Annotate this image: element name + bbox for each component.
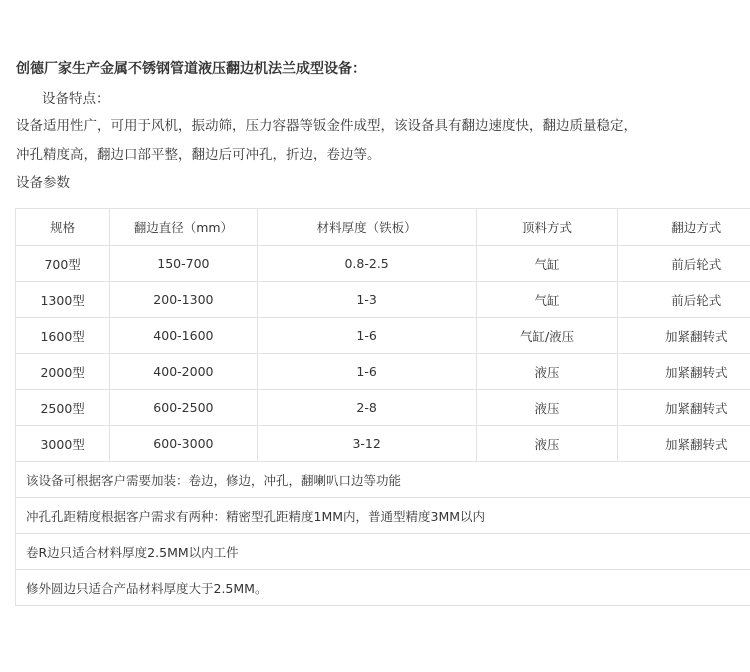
cell-diameter: 150-700	[110, 246, 257, 282]
cell-model: 3000型	[16, 426, 110, 462]
table-note-row	[16, 534, 750, 570]
note-punching-precision: 冲孔孔距精度根据客户需求有两种：精密型孔距精度1MM内，普通型精度3MM以内	[16, 498, 750, 534]
table-note-row	[16, 498, 750, 534]
cell-model: 1600型	[16, 318, 110, 354]
cell-ejection: 液压	[476, 390, 618, 426]
cell-flanging: 前后轮式	[618, 282, 750, 318]
table-row	[16, 282, 750, 318]
cell-flanging: 加紧翻转式	[618, 354, 750, 390]
cell-diameter: 600-2500	[110, 390, 257, 426]
cell-thickness: 1-3	[257, 282, 476, 318]
parameters-title: 设备参数	[16, 175, 70, 191]
cell-ejection: 液压	[476, 354, 618, 390]
cell-diameter: 600-3000	[110, 426, 257, 462]
cell-model: 2500型	[16, 390, 110, 426]
note-trimming-limit: 修外圆边只适合产品材料厚度大于2.5MM。	[16, 570, 750, 606]
page-heading: 创德厂家生产金属不锈钢管道液压翻边机法兰成型设备：	[16, 61, 366, 77]
cell-diameter: 400-1600	[110, 318, 257, 354]
cell-flanging: 加紧翻转式	[618, 390, 750, 426]
cell-thickness: 1-6	[257, 318, 476, 354]
cell-model: 2000型	[16, 354, 110, 390]
cell-thickness: 2-8	[257, 390, 476, 426]
table-row	[16, 318, 750, 354]
cell-diameter: 400-2000	[110, 354, 257, 390]
cell-model: 1300型	[16, 282, 110, 318]
note-optional-functions: 该设备可根据客户需要加装：卷边，修边，冲孔，翻喇叭口边等功能	[16, 462, 750, 498]
cell-ejection: 气缸	[476, 246, 618, 282]
spec-table	[15, 208, 750, 606]
header-material-thickness: 材料厚度（铁板）	[257, 209, 476, 246]
table-row	[16, 246, 750, 282]
cell-thickness: 3-12	[257, 426, 476, 462]
cell-flanging: 前后轮式	[618, 246, 750, 282]
cell-ejection: 气缸	[476, 282, 618, 318]
cell-thickness: 1-6	[257, 354, 476, 390]
features-title: 设备特点：	[42, 91, 110, 107]
header-model: 规格	[16, 209, 110, 246]
table-row	[16, 354, 750, 390]
cell-ejection: 气缸/液压	[476, 318, 618, 354]
cell-thickness: 0.8-2.5	[257, 246, 476, 282]
cell-ejection: 液压	[476, 426, 618, 462]
table-header-row	[16, 209, 750, 246]
table-row	[16, 426, 750, 462]
cell-flanging: 加紧翻转式	[618, 426, 750, 462]
features-text-line-1: 设备适用性广，可用于风机，振动筛，压力容器等钣金件成型，该设备具有翻边速度快，翻边质量稳定，	[16, 118, 637, 134]
cell-flanging: 加紧翻转式	[618, 318, 750, 354]
header-flange-diameter: 翻边直径（mm）	[110, 209, 257, 246]
cell-diameter: 200-1300	[110, 282, 257, 318]
table-note-row	[16, 462, 750, 498]
features-text-line-2: 冲孔精度高，翻边口部平整，翻边后可冲孔，折边，卷边等。	[16, 147, 381, 163]
table-note-row	[16, 570, 750, 606]
table-row	[16, 390, 750, 426]
note-r-curling-limit: 卷R边只适合材料厚度2.5MM以内工件	[16, 534, 750, 570]
cell-model: 700型	[16, 246, 110, 282]
header-ejection-method: 顶料方式	[476, 209, 618, 246]
header-flanging-method: 翻边方式	[618, 209, 750, 246]
